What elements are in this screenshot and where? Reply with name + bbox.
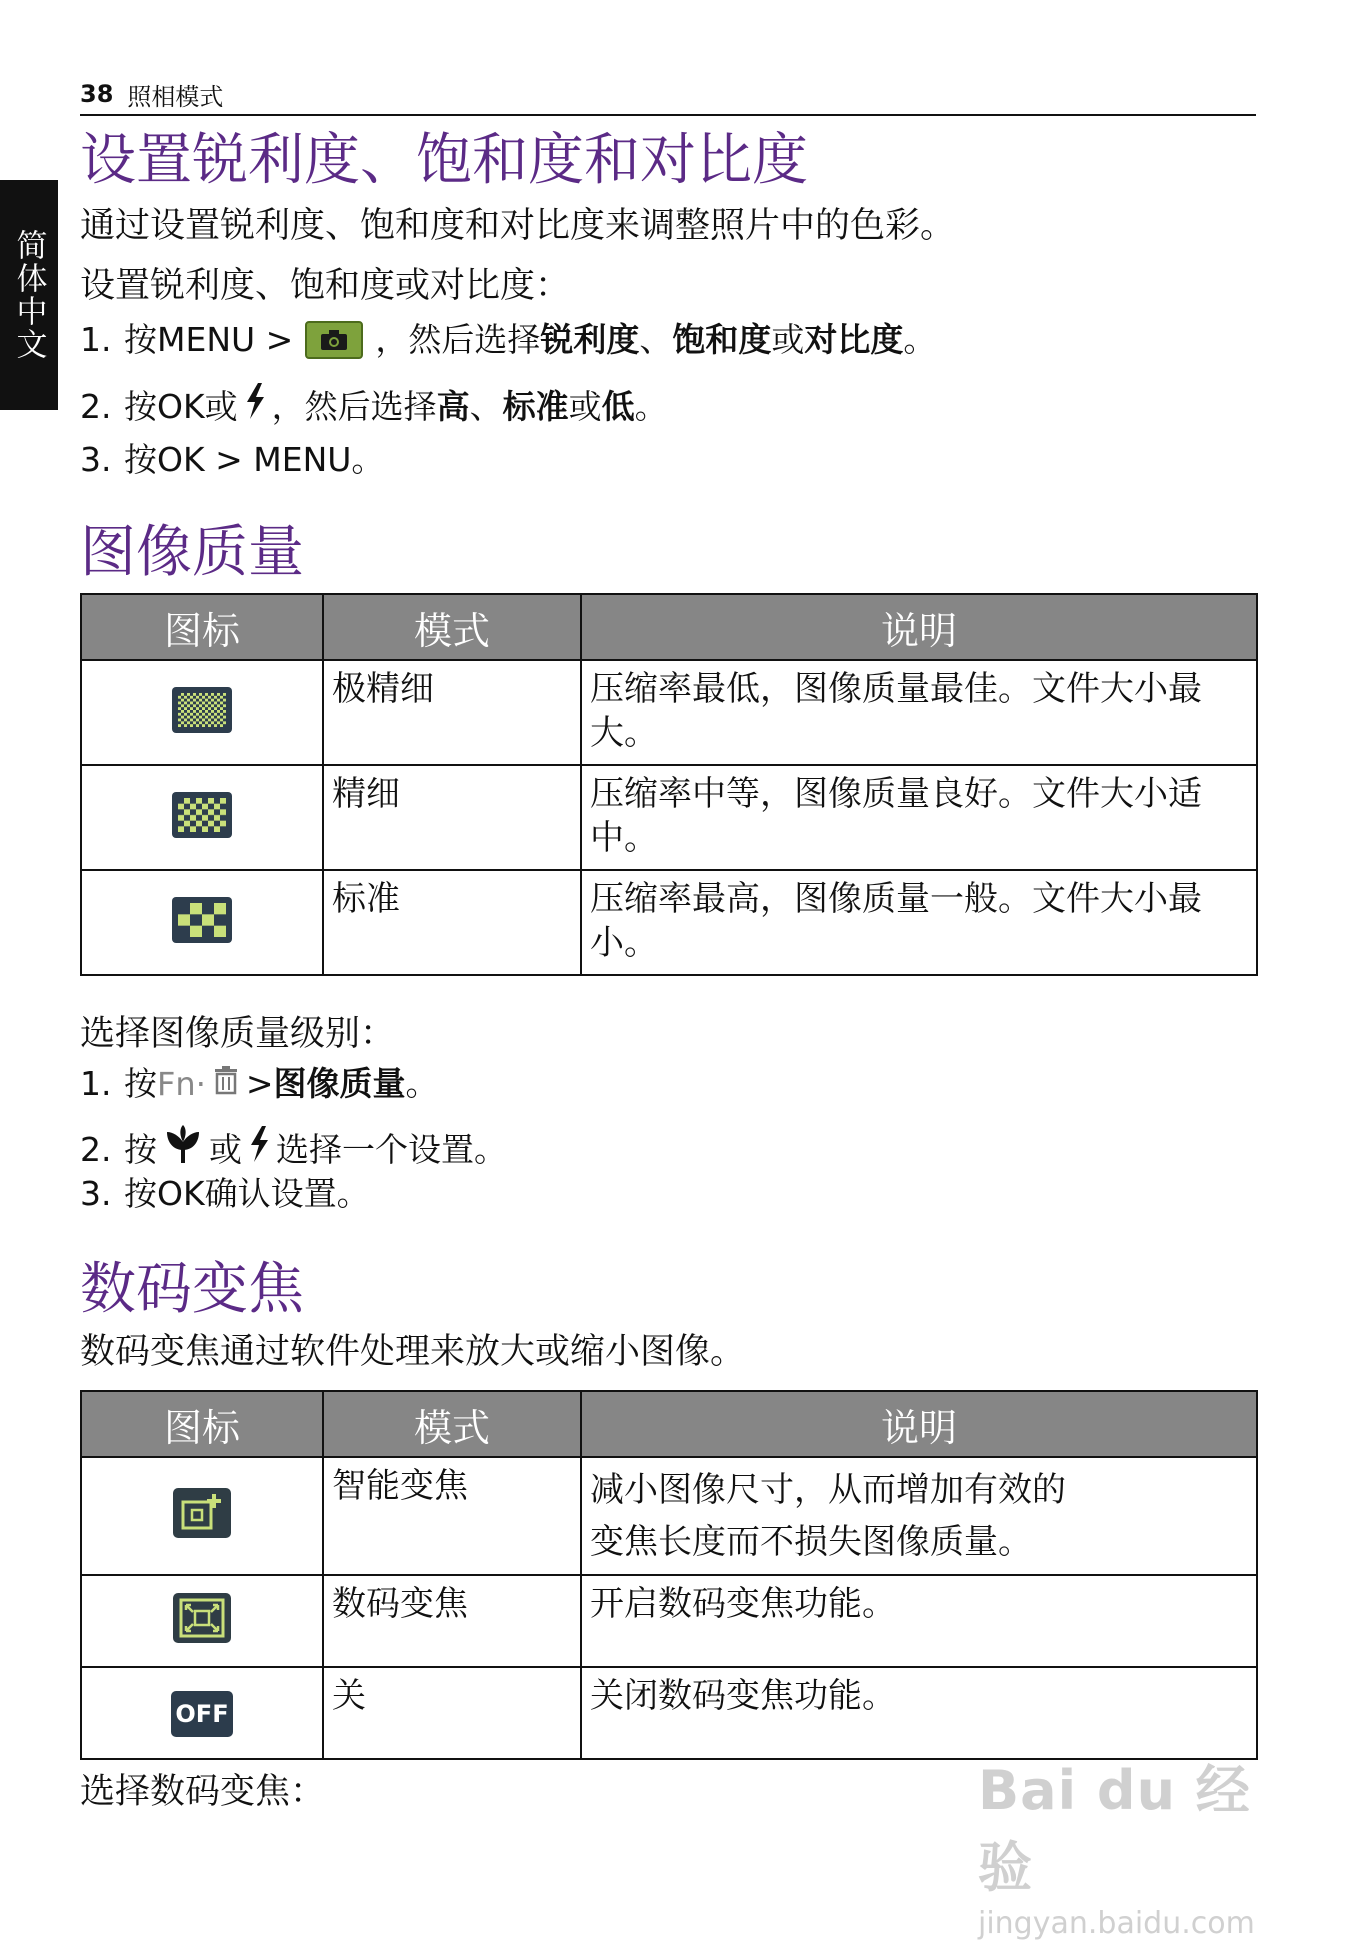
description-line: 变焦长度而不损失图像质量。: [590, 1522, 1032, 1562]
step-number: 2.: [80, 386, 112, 426]
option-image-quality: 图像质量: [273, 1064, 406, 1103]
section-intro-sharpness: 通过设置锐利度、饱和度和对比度来调整照片中的色彩。: [80, 206, 956, 246]
section-title-sharpness: 设置锐利度、饱和度和对比度: [80, 128, 808, 193]
step-text: ，然后选择: [271, 386, 437, 426]
mode-cell: 数码变焦: [323, 1575, 581, 1667]
step-text: 按: [124, 1129, 157, 1169]
table-row: [81, 870, 1257, 975]
step-number: 3.: [80, 1174, 112, 1213]
table-row: [81, 1457, 1257, 1575]
icon-cell: [81, 870, 323, 975]
icon-cell: [81, 765, 323, 870]
icon-cell: [81, 1575, 323, 1667]
column-header-description: 说明: [581, 1391, 1257, 1457]
column-header-mode: 模式: [323, 1391, 581, 1457]
flash-icon: [248, 1125, 270, 1174]
separator: 、: [469, 386, 503, 426]
step-3-sharpness: [80, 438, 384, 482]
step-number: 1.: [80, 320, 112, 359]
table-row: [81, 1575, 1257, 1667]
option-high: 高: [436, 386, 470, 426]
language-side-tab: [0, 180, 58, 410]
table-header-row: [81, 1391, 1257, 1457]
description-cell: 开启数码变焦功能。: [581, 1575, 1257, 1667]
macro-flower-icon: [163, 1124, 203, 1175]
step-3-image-quality: [80, 1172, 370, 1216]
option-contrast: 对比度: [804, 320, 904, 359]
step-2-sharpness: [80, 382, 668, 431]
step-text: 或: [209, 1129, 242, 1169]
option-sharpness: 锐利度: [540, 320, 640, 359]
zoom-off-icon: OFF: [171, 1691, 233, 1737]
subheading-digital-zoom: 选择数码变焦：: [80, 1772, 326, 1812]
camera-menu-icon: [305, 321, 363, 359]
description-line: 减小图像尺寸，从而增加有效的: [590, 1470, 1066, 1510]
step-text: ，然后选择: [375, 320, 541, 359]
watermark-brand: Bai du 经验: [978, 1759, 1251, 1899]
header-section-title: 照相模式: [127, 82, 224, 111]
icon-cell: [81, 1457, 323, 1575]
step-number: 3.: [80, 440, 112, 479]
step-number: 1.: [80, 1064, 112, 1103]
step-text: 按OK确认设置。: [124, 1174, 370, 1213]
step-text: 选择一个设置。: [276, 1129, 507, 1169]
subheading-sharpness: 设置锐利度、饱和度或对比度：: [80, 266, 571, 306]
step-2-image-quality: [80, 1124, 507, 1175]
table-row: [81, 660, 1257, 765]
mode-cell: 精细: [323, 765, 581, 870]
step-1-image-quality: [80, 1062, 439, 1106]
digital-zoom-table: [80, 1390, 1258, 1760]
description-cell: [581, 1457, 1257, 1575]
column-header-icon: 图标: [81, 1391, 323, 1457]
separator: 、: [639, 320, 673, 359]
step-number: 2.: [80, 1129, 112, 1169]
period: 。: [405, 1064, 439, 1103]
description-cell: 压缩率最高，图像质量一般。文件大小最小。: [581, 870, 1257, 975]
option-saturation: 饱和度: [672, 320, 772, 359]
conjunction: 或: [568, 386, 602, 426]
column-header-icon: 图标: [81, 594, 323, 660]
table-row: [81, 765, 1257, 870]
section-title-digital-zoom: 数码变焦: [80, 1257, 304, 1322]
description-cell: 压缩率中等，图像质量良好。文件大小适中。: [581, 765, 1257, 870]
step-text: >: [245, 1064, 274, 1103]
description-cell: 压缩率最低，图像质量最佳。文件大小最大。: [581, 660, 1257, 765]
column-header-description: 说明: [581, 594, 1257, 660]
side-tab-label: 简体中文: [10, 229, 47, 361]
icon-cell: [81, 1667, 323, 1759]
fine-quality-icon: [172, 792, 232, 838]
mode-cell: 极精细: [323, 660, 581, 765]
page-header: [80, 74, 1256, 116]
table-row: [81, 1667, 1257, 1759]
mode-cell: 标准: [323, 870, 581, 975]
table-header-row: [81, 594, 1257, 660]
trash-icon: [212, 1062, 240, 1106]
watermark-url: jingyan.baidu.com: [978, 1906, 1255, 1941]
page-number: 38: [80, 80, 114, 108]
step-text: 按OK或: [124, 386, 238, 426]
fn-button-label: Fn·: [157, 1065, 206, 1103]
step-text: 按MENU >: [124, 320, 294, 359]
option-standard: 标准: [502, 386, 569, 426]
normal-quality-icon: [172, 897, 232, 943]
baidu-watermark: [978, 1748, 1298, 1941]
mode-cell: 智能变焦: [323, 1457, 581, 1575]
column-header-mode: 模式: [323, 594, 581, 660]
section-title-image-quality: 图像质量: [80, 520, 304, 585]
step-text: 按: [124, 1064, 157, 1103]
description-cell: 关闭数码变焦功能。: [581, 1667, 1257, 1759]
image-quality-table: [80, 593, 1258, 976]
step-text: 按OK > MENU。: [124, 440, 385, 479]
digital-zoom-icon: [173, 1593, 231, 1643]
conjunction: 或: [771, 320, 805, 359]
mode-cell: 关: [323, 1667, 581, 1759]
icon-cell: [81, 660, 323, 765]
smart-zoom-icon: [173, 1488, 231, 1538]
flash-icon: [244, 382, 266, 431]
step-1-sharpness: [80, 318, 936, 362]
period: 。: [903, 320, 937, 359]
period: 。: [634, 386, 668, 426]
option-low: 低: [601, 386, 635, 426]
subheading-image-quality: 选择图像质量级别：: [80, 1014, 396, 1054]
superfine-quality-icon: [172, 687, 232, 733]
section-intro-digital-zoom: 数码变焦通过软件处理来放大或缩小图像。: [80, 1332, 746, 1372]
